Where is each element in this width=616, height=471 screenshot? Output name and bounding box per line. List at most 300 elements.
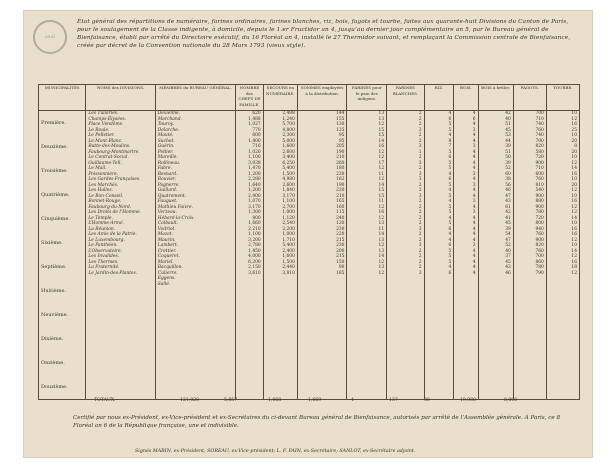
flour-value: 12 [378,215,385,221]
white-flour-value: 2 [418,116,422,122]
sum-value: 240 [336,215,345,221]
family-count: 1,070 [248,199,261,204]
rice-value: 5 [448,193,452,199]
family-count: 1,470 [248,166,261,171]
white-flour-value: 2 [418,166,422,171]
bundles-value: 760 [535,248,544,254]
firewood-value: 47 [505,193,511,199]
family-count: 1,027 [248,122,261,127]
cash-aid-value: 2,200 [282,226,295,232]
rice-value: 4 [448,133,452,138]
flour-value: 13 [378,237,385,243]
white-flour-value: 3 [418,144,422,149]
peat-value: 14 [571,166,577,171]
firewood-value: 37 [505,254,511,259]
sum-value: 115 [336,210,345,215]
white-flour-value: 2 [418,265,422,270]
peat-value: 16 [571,171,577,177]
white-flour-value: 3 [418,177,422,182]
firewood-value: 51 [505,122,511,127]
sum-value: 130 [336,122,345,127]
family-count: 1,640 [248,182,261,188]
rice-column [424,111,454,400]
white-flour-value: 2 [418,155,422,160]
division-name: Guillaume-Tell. [88,160,122,166]
division-name: Place Vendôme. [88,122,124,127]
division-name: Les Amis de la Patrie. [88,232,137,237]
firewood-value: 45 [505,127,511,133]
family-count: 3,200 [248,237,261,243]
municipality-name: Sixième. [41,240,63,246]
wood-value: 4 [472,265,476,270]
division-name: Faubourg-Montmartre. [88,149,140,155]
firewood-value: 52 [505,166,511,171]
division-name: La Fraternité. [88,265,120,270]
white-flour-value: 2 [418,188,422,193]
family-count: 2,400 [248,193,261,199]
firewood-value: 56 [505,182,511,188]
rice-value: 6 [448,155,452,160]
column-header: MUNICIPALITÉS [39,85,86,111]
member-name: Maurin. [157,237,176,243]
column-header: SECOURS en NUMÉRAIRE. [263,85,297,111]
cash-aid-value: 1,500 [282,259,295,265]
cash-aid-value: 2,700 [282,204,295,210]
sum-value: 95 [338,138,345,144]
firewood-value: 50 [505,155,511,160]
member-name: Fabre. [157,166,173,171]
cash-aid-value: 3,400 [282,155,295,160]
firewood-value: 39 [505,160,511,166]
firewood-value: 51 [505,149,511,155]
wood-value: 3 [472,127,476,133]
division-name: Les Droits de l’Homme. [88,210,142,215]
peat-value: 16 [571,122,577,127]
wood-value: 4 [472,111,476,116]
cash-aid-value: 1,240 [282,116,295,122]
municipalities-column [39,111,86,400]
rice-value: 5 [448,182,452,188]
rice-value: 5 [448,149,452,155]
rice-value: 5 [448,210,452,215]
family-count: 2,210 [248,226,261,232]
division-name: Bonnet-Rouge. [88,199,122,204]
white-flour-value: 2 [418,215,422,221]
rice-value: 5 [448,122,452,127]
flour-value: 17 [378,160,385,166]
family-count: 1,660 [248,221,261,226]
family-count: 1,450 [248,248,261,254]
member-name: Mariel. [157,259,174,265]
peat-value: 16 [571,226,577,232]
sum-value: 215 [336,237,345,243]
member-name: Lambert. [157,243,179,248]
flour-value: 12 [378,177,385,182]
signatures-text: Signés MARIN, ex-Président; SOREAU, ex-Vice-président; L. F. FAIN, ex-Secrétaire; SANLOT, ex-Secrétaire adjoint. [135,449,416,454]
rice-value: 8 [448,138,452,144]
sum-value: 230 [336,171,345,177]
table-body-row [39,111,580,400]
bundles-value: 700 [535,254,544,259]
municipality-name: Dixième. [41,336,64,342]
member-name: Eggens. [157,276,176,281]
sum-value: 165 [336,199,345,204]
total-7: 38 [424,398,430,403]
peat-value: 10 [571,111,577,116]
bundles-value: 710 [535,166,544,171]
bundles-value: 860 [535,259,544,265]
rice-value: 5 [448,259,452,265]
firewood-value: 45 [505,259,511,265]
municipality-name: Cinquième. [41,216,70,222]
bundles-value: 740 [535,133,544,138]
division-name: Les Invalides. [88,254,120,259]
bundles-value: 580 [535,149,544,155]
cash-aid-value: 5,400 [282,243,295,248]
wood-value: 4 [472,160,476,166]
firewood-value: 44 [505,138,511,144]
bundles-value: 700 [535,138,544,144]
member-name: Bacquillon. [157,265,183,270]
division-name: Le Mont-Blanc. [88,138,123,144]
flour-value: 16 [378,210,385,215]
family-count: 2,280 [248,177,261,182]
peat-value: 14 [571,248,577,254]
flour-value: 13 [378,221,385,226]
flour-value: 15 [378,127,385,133]
wood-value: 4 [472,270,476,276]
member-name: Hébard-la-Croix. [157,215,195,221]
division-name: Le Mail. [88,166,107,171]
sum-value: 190 [336,149,345,155]
cash-aid-value: 2,300 [282,133,295,138]
bundles-value: 940 [535,226,544,232]
bundles-value: 880 [535,199,544,204]
cash-aid-value: 3,810 [282,270,295,276]
flour-value: 14 [378,182,385,188]
white-flour-value: 2 [418,111,422,116]
wood-value: 4 [472,193,476,199]
division-name: Faubourg-du-Nord. [88,204,132,210]
rice-value: 4 [448,111,452,116]
division-name: Champs-Élysées. [88,116,127,122]
family-count: 1,300 [248,210,261,215]
white-flour-value: 2 [418,133,422,138]
flour-value: 12 [378,149,385,155]
rice-value: 6 [448,177,452,182]
division-name: Le Temple. [88,215,113,221]
bundles-value: 600 [535,171,544,177]
column-header: SOMMES employées à la distribution. [297,85,347,111]
cash-aid-column [263,111,297,400]
divisions-column [86,111,155,400]
bundles-value: 900 [535,160,544,166]
white-flour-value: 3 [418,160,422,166]
bundles-value: 810 [535,182,544,188]
peat-value: 12 [571,254,577,259]
family-count: 2,150 [248,265,261,270]
wood-column [454,111,478,400]
peat-value: 16 [571,232,577,237]
sum-value: 90 [338,265,345,270]
peat-value: 10 [571,177,577,182]
municipality-name: Septième. [41,264,67,270]
rice-value: 5 [448,248,452,254]
rice-value: 5 [448,166,452,171]
peat-value: 8 [574,144,577,149]
member-name: Mazet. [157,232,173,237]
family-count: 1,100 [248,232,261,237]
white-flour-value: 3 [418,226,422,232]
cash-aid-value: 1,710 [282,237,295,243]
cash-aid-value: 5,000 [282,138,295,144]
white-flour-value: 3 [418,193,422,199]
division-name: Le Pelletier. [88,133,115,138]
family-count: 620 [252,111,261,116]
peat-value: 12 [571,160,577,166]
white-flour-value: 2 [418,182,422,188]
division-name: La Réunion. [88,226,116,232]
firewood-value: 47 [505,237,511,243]
firewood-value: 46 [505,188,511,193]
rice-value: 5 [448,254,452,259]
peat-value: 12 [571,204,577,210]
total-5: 4 [351,398,354,403]
cash-aid-value: 2,600 [282,182,295,188]
wood-value: 3 [472,243,476,248]
bundles-value: 800 [535,221,544,226]
cash-aid-value: 6,250 [282,160,295,166]
member-name: Guérin. [157,144,175,149]
white-flour-value: 3 [418,171,422,177]
total-2: 5,857 [224,398,238,403]
division-name: Poissonnière. [88,171,119,177]
cash-aid-value: 4,800 [282,127,295,133]
division-name: Le Contrat-Social. [88,155,129,160]
firewood-value: 54 [505,232,511,237]
division-name: Les Tuileries. [88,111,119,116]
member-name: Colbault. [157,221,179,226]
peat-value: 20 [571,182,577,188]
sum-value: 200 [336,248,345,254]
member-name: Marchand. [157,116,182,122]
peat-value: 12 [571,237,577,243]
total-6: 137 [389,398,398,403]
member-name: Mathieu Faivre. [157,204,194,210]
cash-aid-value: 1,600 [282,254,295,259]
flour-value: 15 [378,193,385,199]
sum-value: 220 [336,188,345,193]
cash-aid-value: 1,000 [282,210,295,215]
white-flour-column [387,111,424,400]
firewood-value: 53 [505,133,511,138]
sum-value: 162 [336,177,345,182]
rice-value: 6 [448,116,452,122]
member-name: Delarche. [157,127,180,133]
wood-value: 3 [472,210,476,215]
family-count: 3,038 [248,160,261,166]
division-name: Le Luxembourg. [88,237,125,243]
division-name: Les Halles. [88,188,114,193]
cash-aid-value: 2,600 [282,149,295,155]
member-name: Voitriot. [157,226,176,232]
rice-value: 4 [448,215,452,221]
sum-value: 155 [336,116,345,122]
member-name: Quatrement. [157,193,187,199]
flour-value: 13 [378,265,385,270]
column-header: FAGOTS. [513,85,546,111]
member-name: Mauté. [157,133,174,138]
white-flour-value: 2 [418,237,422,243]
white-flour-value: 2 [418,199,422,204]
flour-value: 15 [378,188,385,193]
member-name: Peltier. [157,149,174,155]
bundles-value: 790 [535,270,544,276]
rice-value: 4 [448,199,452,204]
wood-value: 3 [472,199,476,204]
wood-value: 4 [472,177,476,182]
division-name: L’Observatoire. [88,248,122,254]
division-name: Les Marchés. [88,182,119,188]
peat-value: 10 [571,155,577,160]
sum-value: 260 [336,160,345,166]
division-name: L’Homme-Armé. [88,221,124,226]
rice-value: 6 [448,270,452,276]
municipality-name: Douzième. [41,384,68,390]
rice-value: 5 [448,221,452,226]
municipality-name: Troisième. [41,168,68,174]
certification-text: Certifié par nous ex-Président, ex-Vice-président et ex-Secrétaires du ci-devant Bureau général de Bienfaisance, autorisés par arrêté de l’Assemblée générale. À Paris, ce 8 Floréal an 6 de la République française, une et indivisible. [73,415,560,429]
flour-value: 12 [378,122,385,127]
firewood-value: 39 [505,226,511,232]
column-header: MEMBRES du BUREAU GÉNÉRAL. [155,85,235,111]
column-header: RIZ. [424,85,454,111]
peat-value: 12 [571,270,577,276]
member-name: Coqueret. [157,254,180,259]
sums-column [297,111,347,400]
wood-value: 3 [472,171,476,177]
firewood-value: 52 [505,243,511,248]
rice-value: 4 [448,232,452,237]
sum-value: 210 [336,193,345,199]
rice-value: 7 [448,144,452,149]
stamp-label: seal [44,34,56,40]
wood-value: 4 [472,122,476,127]
family-count: 600 [252,133,261,138]
wood-value: 4 [472,133,476,138]
column-header: NOMBRE des CHEFS DE FAMILLE. [236,85,264,111]
cash-aid-value: 1,000 [282,232,295,237]
wood-value: 4 [472,254,476,259]
peat-value: 18 [571,265,577,270]
flour-value: 12 [378,204,385,210]
cash-aid-value: 2,400 [282,248,295,254]
sum-value: 144 [336,111,345,116]
bundles-value: 740 [535,122,544,127]
bundles-value: 760 [535,127,544,133]
division-name: Les Gardes-Françaises. [88,177,141,182]
column-header: FARINES BLANCHES. [387,85,424,111]
families-column [236,111,264,400]
cash-aid-value: 4,980 [282,177,295,182]
member-name: Mareille. [157,155,178,160]
division-name: Le Roule. [88,127,110,133]
sum-value: 125 [336,127,345,133]
member-name: Devienne. [157,111,181,116]
firewood-value: 43 [505,199,511,204]
peat-value: 10 [571,221,577,226]
bundles-value: 700 [535,111,544,116]
column-header: BOIS à brûler. [478,85,513,111]
division-name: Les Thermes. [88,259,119,265]
archive-stamp [33,20,67,54]
rice-value: 5 [448,204,452,210]
peat-value: 16 [571,259,577,265]
flour-value: 12 [378,155,385,160]
wood-value: 4 [472,259,476,265]
cash-aid-value: 2,440 [282,265,295,270]
firewood-value: 45 [505,221,511,226]
white-flour-value: 2 [418,210,422,215]
total-1: 121,020 [180,398,199,403]
sum-value: 230 [336,243,345,248]
sum-value: 215 [336,254,345,259]
firewood-value: 42 [505,111,511,116]
firewood-column [478,111,513,400]
flour-value: 11 [378,226,385,232]
peat-value: 25 [571,127,577,133]
cash-aid-value: 2,540 [282,221,295,226]
family-count: 4,000 [248,254,261,259]
firewood-value: 60 [505,171,511,177]
flour-value: 12 [378,259,385,265]
white-flour-value: 3 [418,127,422,133]
firewood-value: 46 [505,270,511,276]
member-name: Sallé. [157,281,171,287]
rice-value: 4 [448,171,452,177]
cash-aid-value: 3,170 [282,193,295,199]
member-name: Pagnerre. [157,182,180,188]
peat-value: 20 [571,138,577,144]
white-flour-value: 3 [418,243,422,248]
sum-value: 150 [336,259,345,265]
flour-value: 15 [378,133,385,138]
family-count: 1,400 [248,138,261,144]
wood-value: 3 [472,182,476,188]
member-name: Touroy. [157,122,174,127]
member-name: Verzeau. [157,210,177,215]
cash-aid-value: 2,488 [282,111,295,116]
municipality-name: Première. [41,120,66,126]
rice-value: 4 [448,237,452,243]
wood-value: 4 [472,221,476,226]
rice-value: 6 [448,243,452,248]
member-name: Rollineau. [157,160,181,166]
column-header: NOMS des DIVISIONS. [86,85,155,111]
family-count: 1,200 [248,171,261,177]
member-name: Bouvier. [157,177,176,182]
white-flour-value: 2 [418,122,422,127]
municipality-name: Quatrième. [41,192,70,198]
municipality-name: Deuxième. [41,144,68,150]
peat-value: 14 [571,215,577,221]
white-flour-value: 2 [418,259,422,265]
sum-value: 220 [336,232,345,237]
flour-column [347,111,387,400]
member-name: Guillard. [157,188,178,193]
total-8: 19,980 [460,398,477,403]
sum-value: 185 [336,270,345,276]
